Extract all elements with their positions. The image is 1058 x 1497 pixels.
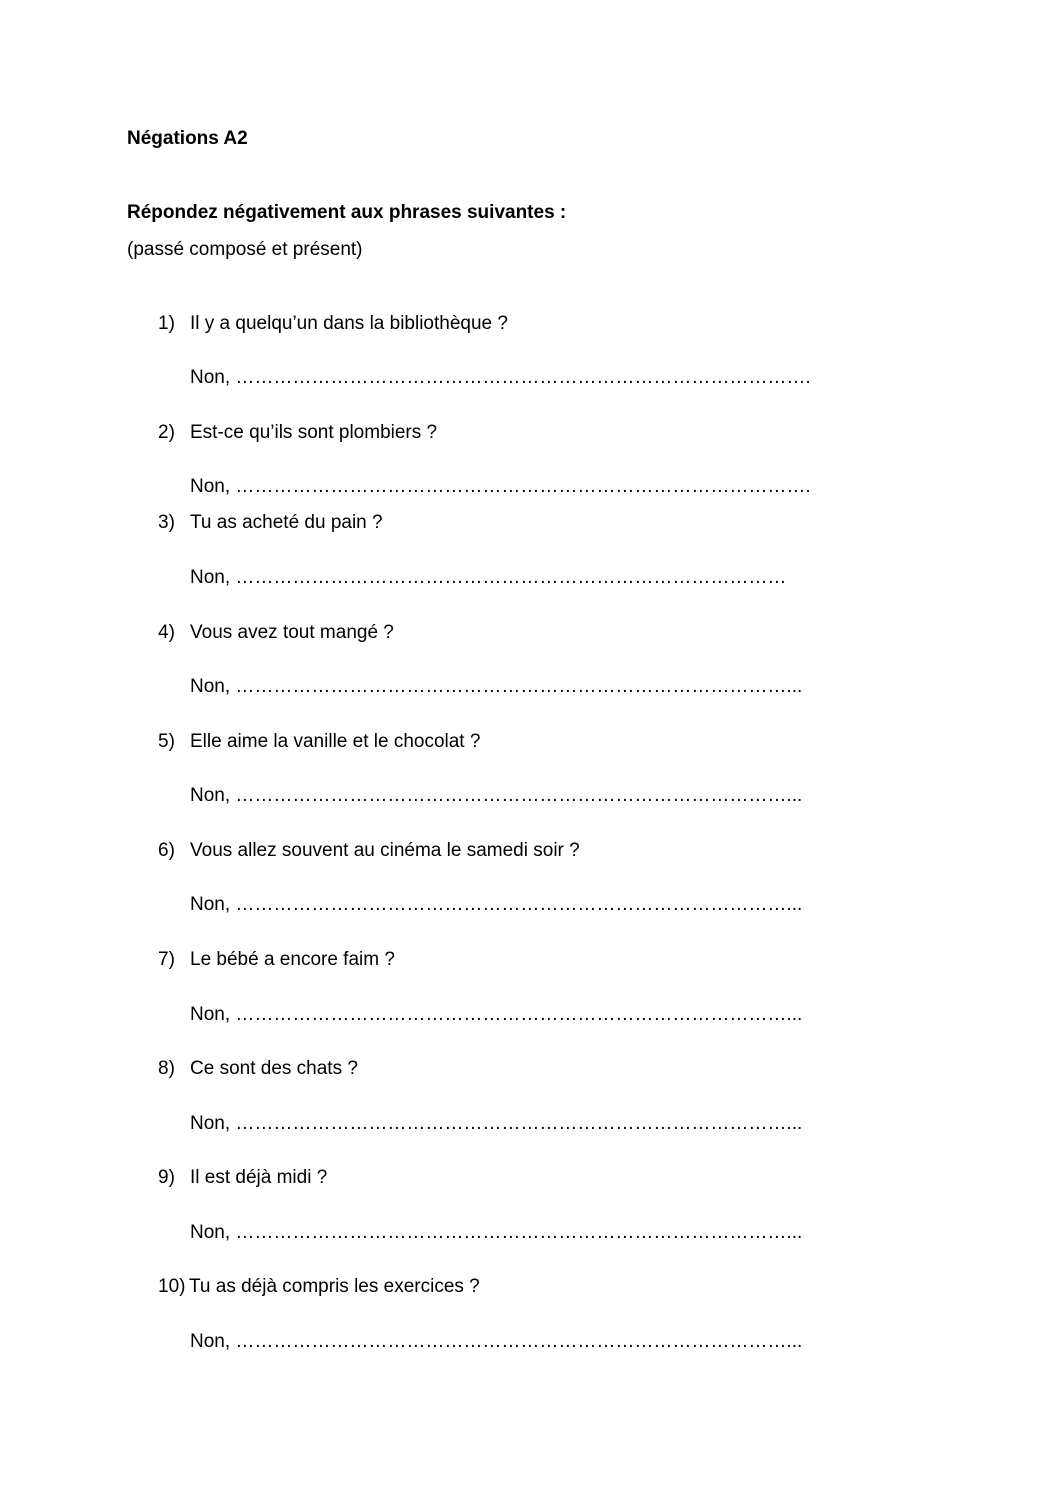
question-number: 7) (158, 949, 175, 970)
answer-line-10[interactable]: Non, ……………………………………………………………………………... (190, 1331, 803, 1352)
question-text: Est-ce qu’ils sont plombiers ? (190, 422, 438, 443)
question-1 (158, 313, 508, 335)
question-text: Il y a quelqu’un dans la bibliothèque ? (190, 313, 508, 334)
question-9 (158, 1167, 327, 1189)
question-6 (158, 840, 580, 862)
question-text: Il est déjà midi ? (190, 1167, 328, 1188)
question-text: Ce sont des chats ? (190, 1058, 358, 1079)
instruction-text: Répondez négativement aux phrases suivantes : (127, 202, 567, 223)
question-number: 6) (158, 840, 175, 861)
question-text: Vous avez tout mangé ? (190, 622, 394, 643)
question-2 (158, 422, 437, 444)
answer-line-2[interactable]: Non, ………………………………………………………………………………. (190, 476, 811, 497)
question-number: 5) (158, 731, 175, 752)
answer-line-1[interactable]: Non, ………………………………………………………………………………. (190, 367, 811, 388)
answer-line-5[interactable]: Non, ……………………………………………………………………………... (190, 785, 803, 806)
question-number: 10) (158, 1276, 186, 1297)
answer-line-6[interactable]: Non, ……………………………………………………………………………... (190, 894, 803, 915)
question-3 (158, 512, 383, 534)
answer-line-9[interactable]: Non, ……………………………………………………………………………... (190, 1222, 803, 1243)
question-number: 3) (158, 512, 175, 533)
question-number: 9) (158, 1167, 175, 1188)
question-8 (158, 1058, 358, 1080)
question-text: Vous allez souvent au cinéma le samedi soir ? (190, 840, 580, 861)
document-title: Négations A2 (127, 128, 248, 149)
question-text: Tu as déjà compris les exercices ? (189, 1276, 480, 1297)
answer-line-7[interactable]: Non, ……………………………………………………………………………... (190, 1004, 803, 1025)
question-5 (158, 731, 480, 753)
question-number: 8) (158, 1058, 175, 1079)
question-text: Tu as acheté du pain ? (190, 512, 383, 533)
answer-line-3[interactable]: Non, …………………………………………………………………………… (190, 567, 787, 588)
question-text: Le bébé a encore faim ? (190, 949, 395, 970)
question-10 (158, 1276, 480, 1298)
answer-line-4[interactable]: Non, ……………………………………………………………………………... (190, 676, 803, 697)
question-4 (158, 622, 394, 644)
question-number: 1) (158, 313, 175, 334)
question-number: 2) (158, 422, 175, 443)
answer-line-8[interactable]: Non, ……………………………………………………………………………... (190, 1113, 803, 1134)
question-number: 4) (158, 622, 175, 643)
question-text: Elle aime la vanille et le chocolat ? (190, 731, 481, 752)
subtitle-text: (passé composé et présent) (127, 239, 363, 260)
question-7 (158, 949, 395, 971)
